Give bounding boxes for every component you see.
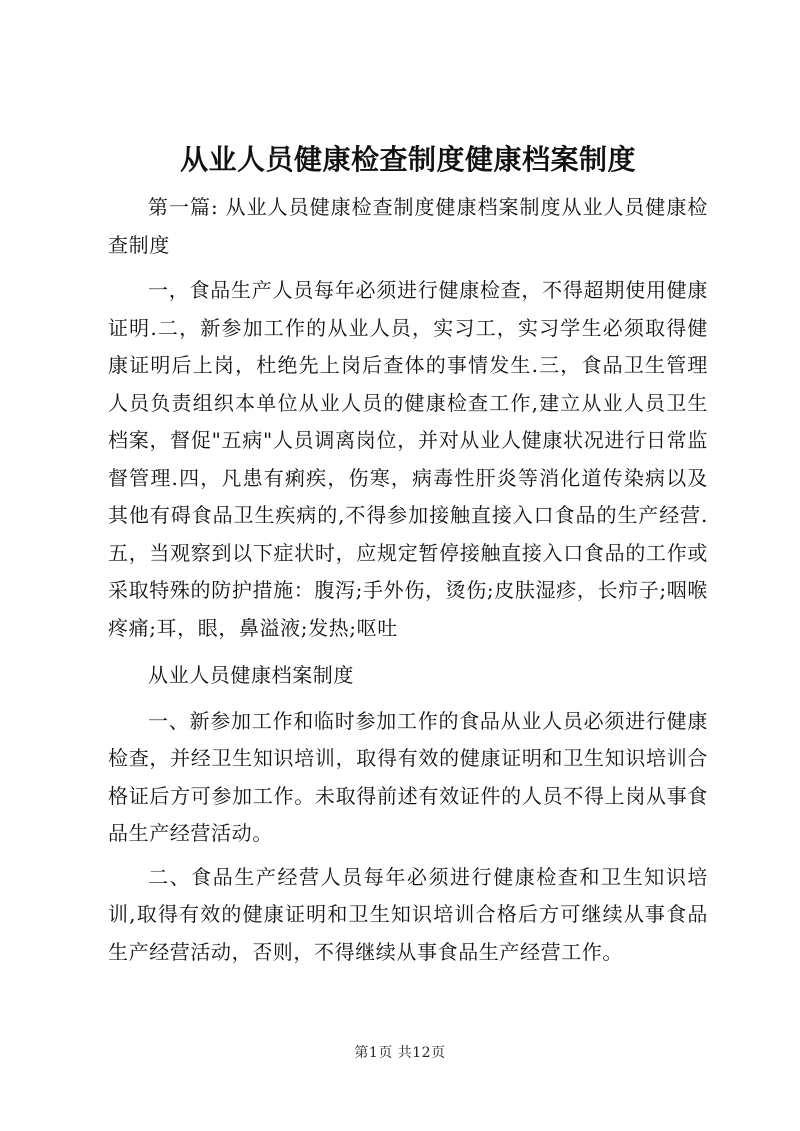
paragraph-rule-two: 二、食品生产经营人员每年必须进行健康检查和卫生知识培训,取得有效的健康证明和卫生知识培训合格后方可继续从事食品生产经营活动，否则，不得继续从事食品生产经营工作。 [108,864,708,964]
document-title: 从业人员健康检查制度健康档案制度 [179,143,636,176]
paragraph-rule-one: 一、新参加工作和临时参加工作的食品从业人员必须进行健康检查，并经卫生知识培训，取得有效的健康证明和卫生知识培训合格证后方可参加工作。未取得前述有效证件的人员不得上岗从事食品生产经营活动。 [108,708,708,845]
page-number-footer: 第1页 共12页 [354,1045,446,1061]
paragraph-heading-part-one: 第一篇: 从业人员健康检查制度健康档案制度从业人员健康检查制度 [108,195,708,257]
paragraph-health-check-rules: 一，食品生产人员每年必须进行健康检查，不得超期使用健康证明.二，新参加工作的从业人员，实习工，实习学生必须取得健康证明后上岗，杜绝先上岗后查体的事情发生.三，食品卫生管理人员负责组织本单位从业人员的健康检查工作,建立从业人员卫生档案，督促"五病"人员调离岗位，并对从业人健康状况进行日常监督管理.四，凡患有痢疾，伤寒，病毒性肝炎等消化道传染病以及其他有碍食品卫生疾病的,不得参加接触直接入口食品的生产经营.五，当观察到以下症状时，应规定暂停接触直接入口食品的工作或采取特殊的防护措施：腹泻;手外伤，烫伤;皮肤湿疹，长疖子;咽喉疼痛;耳，眼，鼻溢液;发热;呕吐 [108,278,708,640]
paragraph-section-heading: 从业人员健康档案制度 [148,663,354,687]
